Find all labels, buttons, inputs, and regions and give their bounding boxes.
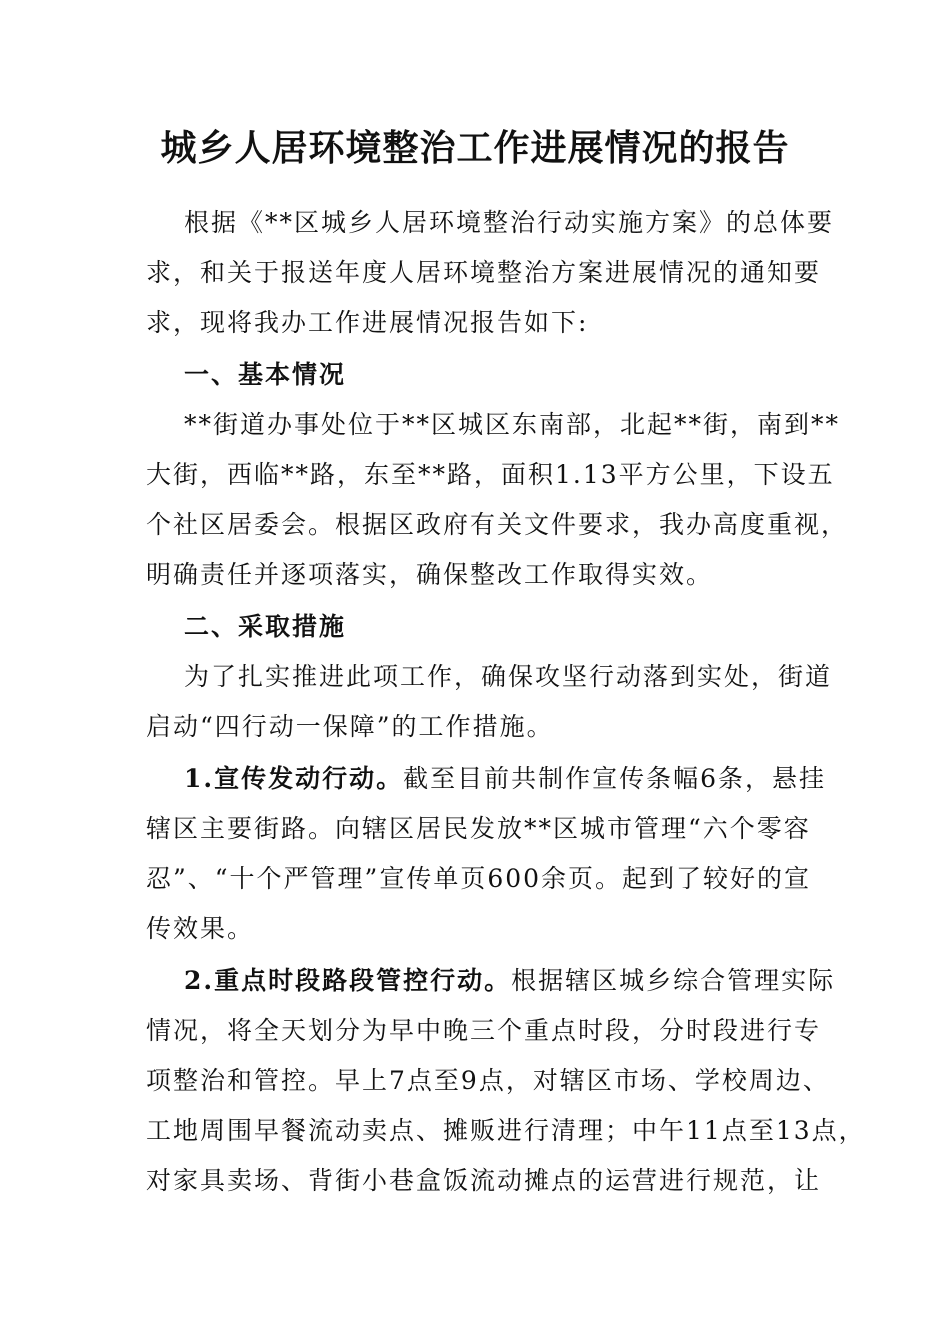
paragraph-line: 个社区居委会。根据区政府有关文件要求，我办高度重视， xyxy=(146,510,849,539)
paragraph-line: 大街，西临**路，东至**路，面积1.13平方公里，下设五 xyxy=(146,460,835,489)
paragraph-line: 启动“四行动一保障”的工作措施。 xyxy=(146,712,554,741)
paragraph-line: 传效果。 xyxy=(146,914,255,943)
paragraph-line: 对家具卖场、背街小巷盒饭流动摊点的运营进行规范，让 xyxy=(146,1166,822,1195)
paragraph-line: 为了扎实推进此项工作，确保攻坚行动落到实处，街道 xyxy=(184,662,833,691)
section-heading-basic: 一、基本情况 xyxy=(184,360,347,389)
item-1-lead: 1.宣传发动行动。 xyxy=(184,764,404,793)
paragraph-line: 根据《**区城乡人居环境整治行动实施方案》的总体要 xyxy=(184,208,835,237)
paragraph-line: 忍”、“十个严管理”宣传单页600余页。起到了较好的宣 xyxy=(146,864,812,893)
paragraph-line: 辖区主要街路。向辖区居民发放**区城市管理“六个零容 xyxy=(146,814,811,843)
paragraph-line: 求，现将我办工作进展情况报告如下: xyxy=(146,308,589,337)
item-1-text: 截至目前共制作宣传条幅6条，悬挂 xyxy=(403,764,827,793)
item-2-lead: 2.重点时段路段管控行动。 xyxy=(184,966,512,995)
paragraph-line: 求，和关于报送年度人居环境整治方案进展情况的通知要 xyxy=(146,258,822,287)
paragraph-line: **街道办事处位于**区城区东南部，北起**街，南到** xyxy=(184,410,841,439)
item-2-text: 根据辖区城乡综合管理实际 xyxy=(511,966,836,995)
document-title: 城乡人居环境整治工作进展情况的报告 xyxy=(160,127,790,169)
section-heading-measures: 二、采取措施 xyxy=(184,612,347,641)
paragraph-line: 项整治和管控。早上7点至9点，对辖区市场、学校周边、 xyxy=(146,1066,830,1095)
paragraph-line: 工地周围早餐流动卖点、摊贩进行清理；中午11点至13点， xyxy=(146,1116,866,1145)
item-2-first-line xyxy=(184,961,864,1001)
paragraph-line: 情况，将全天划分为早中晚三个重点时段，分时段进行专 xyxy=(146,1016,822,1045)
paragraph-line: 明确责任并逐项落实，确保整改工作取得实效。 xyxy=(146,560,714,589)
item-1-first-line xyxy=(184,759,864,799)
